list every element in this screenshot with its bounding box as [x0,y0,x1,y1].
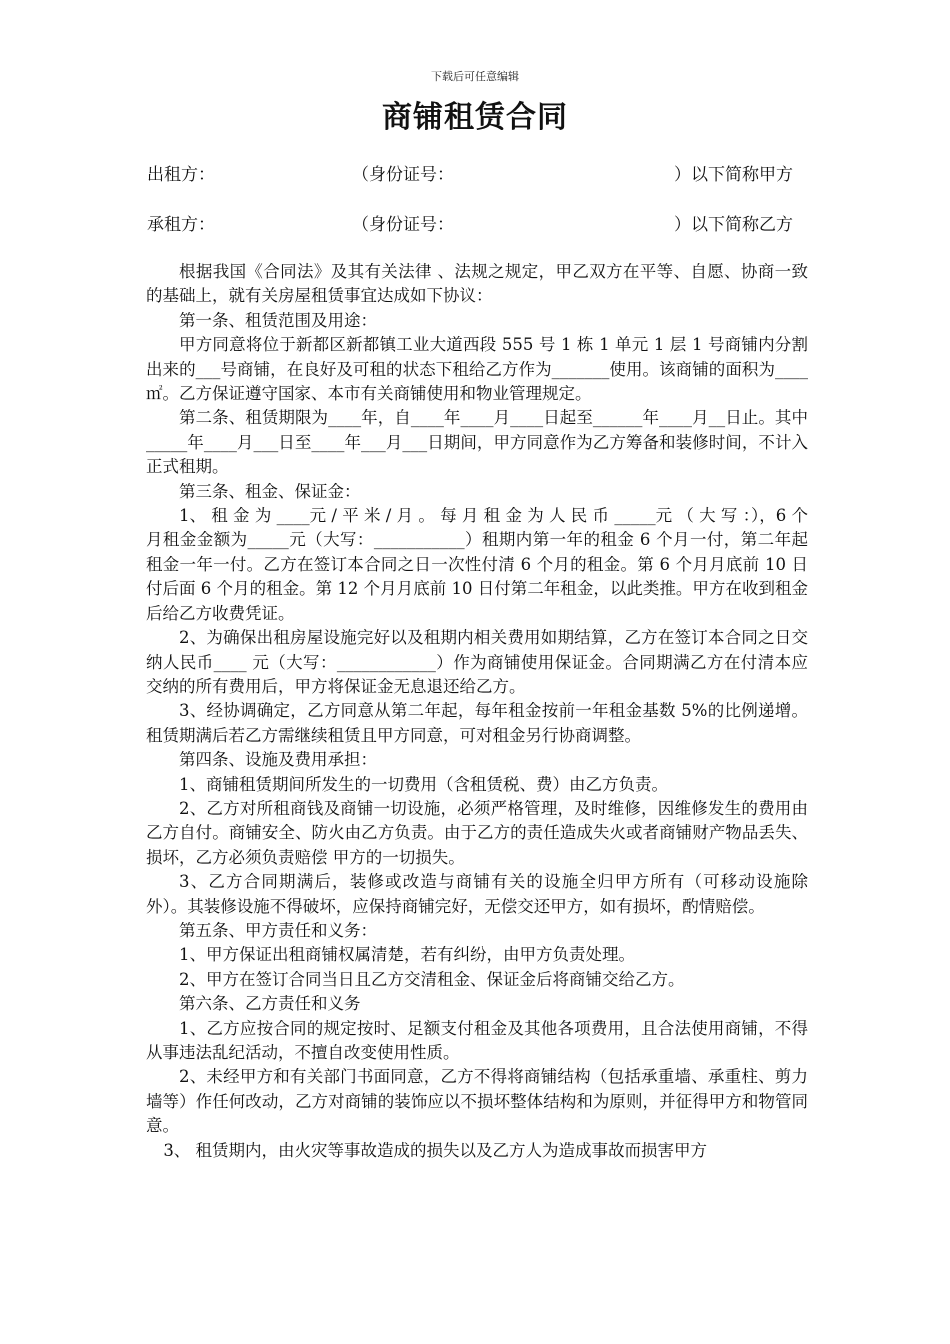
article-6-clause-1: 1、乙方应按合同的规定按时、足额支付租金及其他各项费用，且合法使用商铺，不得从事违法乱纪活动，不擅自改变使用性质。 [146,1018,808,1062]
party-lessee [147,210,807,234]
article-3-clause-3: 3、经协调确定，乙方同意从第二年起，每年租金按前一年租金基数 5%的比例递增。租赁期满后若乙方需继续租赁且甲方同意，可对租金另行协商调整。 [146,701,808,745]
article-6-clause-3: 3、 租赁期内，由火灾等事故造成的损失以及乙方人为造成事故而损害甲方 [163,1140,708,1160]
party-lessee-label: 承租方： [147,215,215,235]
party-lessor-id: （身份证号： [352,165,454,185]
article-4-heading: 第四条、设施及费用承担： [179,750,377,770]
article-5-heading: 第五条、甲方责任和义务： [179,920,377,940]
article-5-clause-2: 2、甲方在签订合同当日且乙方交清租金、保证金后将商铺交给乙方。 [179,969,685,989]
preamble-paragraph: 根据我国《合同法》及其有关法律 、法规之规定，甲乙双方在平等、自愿、协商一致的基础上，就有关房屋租赁事宜达成如下协议： [146,262,808,306]
article-4-clause-3: 3、乙方合同期满后，装修或改造与商铺有关的设施全归甲方所有（可移动设施除外）。其装修设施不得破坏，应保持商铺完好，无偿交还甲方，如有损坏，酌情赔偿。 [146,872,808,916]
party-lessor [147,160,807,184]
header-note: 下载后可任意编辑 [431,70,519,83]
article-2-text: 第二条、租赁期限为____年，自____年____月____日起至______年____月__日止。其中_____年____月___日至____年___月___日期间，甲方同意作为乙方筹备和装修时间，不计入正式租期。 [146,408,808,477]
document-title: 商铺租赁合同 [382,100,568,135]
party-lessor-suffix: ）以下简称甲方 [674,165,793,185]
party-lessee-id: （身份证号： [352,215,454,235]
article-5-clause-1: 1、甲方保证出租商铺权属清楚，若有纠纷，由甲方负责处理。 [179,945,635,965]
article-4-clause-2: 2、乙方对所租商钱及商铺一切设施，必须严格管理，及时维修，因维修发生的费用由乙方自付。商铺安全、防火由乙方负责。由于乙方的责任造成失火或者商铺财产物品丢失、损坏，乙方必须负责赔偿 甲方的一切损失。 [146,798,808,867]
party-lessor-label: 出租方： [147,165,215,185]
contract-body [146,260,808,1163]
article-6-heading: 第六条、乙方责任和义务 [179,994,361,1014]
article-3-clause-1: 1、 租 金 为 ____元 / 平 米 / 月 。 每 月 租 金 为 人 民 币 _____元 （ 大 写 ：），6 个月租金金额为_____元（大写：___________）租期内第一年的租金 6 个月一付，第二年起租金一年一付。乙方在签订本合同之日一次性付清 6 个月的租金。第 6 个月月底前 10 日付后面 6 个月的租金。第 12 个月月底前 10 日付第二年租金，以此类推。甲方在收到租金后给乙方收费凭证。 [146,506,808,623]
article-6-clause-2: 2、未经甲方和有关部门书面同意，乙方不得将商铺结构（包括承重墙、承重柱、剪力墙等）作任何改动，乙方对商铺的装饰应以不损坏整体结构和为原则，并征得甲方和物管同意。 [146,1067,808,1136]
article-1-heading: 第一条、租赁范围及用途： [179,310,377,330]
article-3-heading: 第三条、租金、保证金： [179,481,361,501]
article-1-text: 甲方同意将位于新都区新都镇工业大道西段 555 号 1 栋 1 单元 1 层 1 号商铺内分割出来的___号商铺，在良好及可租的状态下租给乙方作为_______使用。该商铺的面积为____㎡。乙方保证遵守国家、本市有关商铺使用和物业管理规定。 [146,335,808,404]
article-3-clause-2: 2、为确保出租房屋设施完好以及租期内相关费用如期结算，乙方在签订本合同之日交纳人民币____ 元（大写：____________）作为商铺使用保证金。合同期满乙方在付清本应交纳的所有费用后，甲方将保证金无息退还给乙方。 [146,628,808,696]
article-4-clause-1: 1、商铺租赁期间所发生的一切费用（含租赁税、费）由乙方负责。 [179,774,668,794]
party-lessee-suffix: ）以下简称乙方 [674,215,793,235]
